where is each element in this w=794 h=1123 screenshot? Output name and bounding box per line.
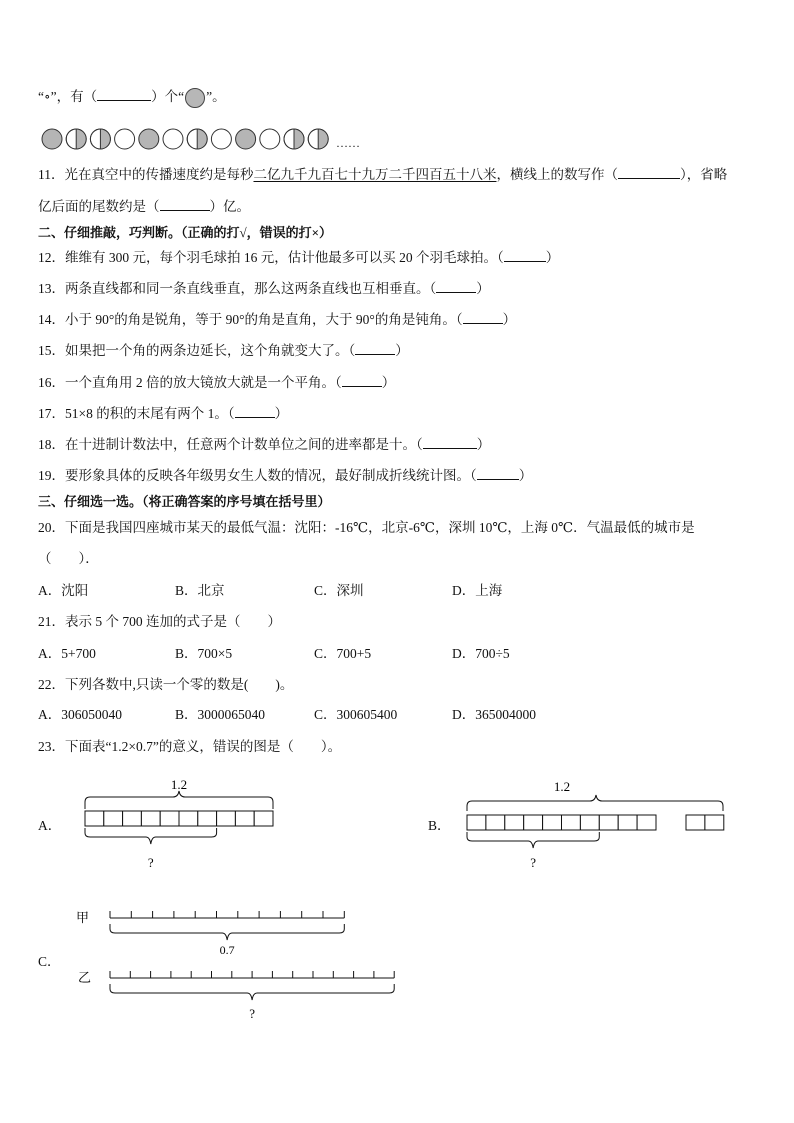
figure-c-diagram (70, 902, 410, 1027)
half-circle-icon (308, 129, 328, 149)
q20-option-a[interactable]: A．沈阳 (38, 583, 89, 598)
q11-line2-suffix: ）亿。 (209, 199, 250, 214)
q12-close: ） (545, 250, 560, 265)
cell (524, 815, 543, 830)
figure-b-top-label: 1.2 (553, 779, 571, 794)
q11-blank-1[interactable] (618, 166, 680, 179)
q20-option-b[interactable]: B．北京 (175, 583, 225, 598)
q22-option-b[interactable]: B．3000065040 (175, 707, 266, 722)
figure-b-top-brace (467, 795, 723, 811)
q11-line-2 (38, 198, 250, 216)
question-18 (38, 436, 490, 454)
cell (505, 815, 524, 830)
q15-close: ） (395, 343, 409, 358)
figure-a-bottom-label: ? (147, 855, 154, 870)
half-circle-icon (284, 129, 304, 149)
cell (217, 811, 236, 826)
cell (467, 815, 486, 830)
q14-blank[interactable] (463, 311, 503, 324)
small-circle-symbol: ∘ (44, 89, 51, 105)
full-circle-icon (139, 129, 159, 149)
question-17 (38, 405, 288, 423)
empty-circle-icon (115, 129, 135, 149)
empty-circle-icon (163, 129, 183, 149)
section-3-heading: 三、仔细选一选。（将正确答案的序号填在括号里） (38, 494, 331, 509)
q22-option-a[interactable]: A．306050040 (38, 707, 122, 722)
figure-c-yi-ruler (110, 971, 394, 978)
cell (85, 811, 104, 826)
q23-option-b-label[interactable]: B． (428, 818, 451, 833)
q20-option-d[interactable]: D．上海 (452, 583, 503, 598)
q16-blank[interactable] (342, 374, 382, 387)
cell (637, 815, 656, 830)
q16-close: ） (381, 375, 396, 390)
q17-text: 17．51×8 的积的末尾有两个 1。（ (38, 406, 235, 421)
q11-middle: ，横线上的数写作（ (496, 167, 618, 182)
full-circle-icon (236, 129, 256, 149)
q23-stem: 23．下面表“1.2×0.7”的意义，错误的图是（ ）。 (38, 739, 342, 754)
q11-after-blank: ），省略 (680, 167, 728, 182)
q10-text-close: ”。 (206, 89, 226, 105)
figure-c-yi-brace (110, 984, 394, 1000)
cell (104, 811, 123, 826)
q14-close: ） (502, 312, 517, 327)
figure-a-bottom-brace (85, 828, 217, 844)
figure-b-bottom-label: ? (530, 855, 537, 870)
q12-text: 12．维维有 300 元，每个羽毛球拍 16 元，估计他最多可以买 20 个羽毛球拍。（ (38, 250, 504, 265)
q18-close: ） (476, 437, 491, 452)
q12-blank[interactable] (504, 249, 546, 262)
q11-line-1 (38, 166, 727, 184)
figure-c-jia-value: 0.7 (219, 943, 235, 957)
figure-a-top-label: 1.2 (170, 777, 188, 792)
figure-a-cells (85, 811, 273, 826)
gray-circle-icon (185, 88, 205, 108)
q21-option-c[interactable]: C．700+5 (314, 646, 372, 661)
cell (179, 811, 198, 826)
figure-c-yi-value: ? (249, 1006, 255, 1021)
question-12 (38, 249, 559, 267)
q20-stem-line-2: （ ）． (38, 551, 99, 566)
q21-stem: 21．表示 5 个 700 连加的式子是（ ） (38, 614, 281, 629)
figure-a-top-brace (85, 791, 273, 809)
question-15 (38, 342, 409, 360)
q22-option-c[interactable]: C．300605400 (314, 707, 398, 722)
cell (543, 815, 562, 830)
q20-option-c[interactable]: C．深圳 (314, 583, 364, 598)
circle-row-ellipsis: …… (336, 136, 360, 150)
q11-line2-prefix: 亿后面的尾数约是（ (38, 199, 160, 214)
q15-blank[interactable] (355, 342, 395, 355)
q11-blank-2[interactable] (160, 198, 210, 211)
q23-option-c-label[interactable]: C． (38, 954, 61, 969)
q22-stem: 22．下列各数中,只读一个零的数是( )。 (38, 677, 294, 692)
half-circle-icon (90, 129, 110, 149)
cell (198, 811, 217, 826)
cell (705, 815, 724, 830)
figure-a-diagram (80, 775, 280, 875)
q17-blank[interactable] (235, 405, 275, 418)
section-2-heading: 二、仔细推敲，巧判断。（正确的打√，错误的打×） (38, 225, 333, 240)
cell (254, 811, 273, 826)
question-13 (38, 280, 490, 298)
q22-option-d[interactable]: D．365004000 (452, 707, 536, 722)
figure-b-diagram (462, 775, 732, 875)
q19-blank[interactable] (477, 467, 519, 480)
circle-pattern-row (40, 126, 380, 152)
question-19 (38, 467, 532, 485)
q10-answer-blank[interactable] (97, 88, 151, 101)
empty-circle-icon (260, 129, 280, 149)
half-circle-icon (66, 129, 86, 149)
open-quote: “ (38, 89, 44, 105)
cell (160, 811, 179, 826)
half-circle-icon (187, 129, 207, 149)
empty-circle-icon (211, 129, 231, 149)
q21-option-b[interactable]: B．700×5 (175, 646, 233, 661)
figure-c-jia-label: 甲 (76, 910, 90, 925)
q11-prefix: 11．光在真空中的传播速度约是每秒 (38, 167, 254, 182)
q16-text: 16．一个直角用 2 倍的放大镜放大就是一个平角。（ (38, 375, 342, 390)
cell (486, 815, 505, 830)
cell (618, 815, 637, 830)
q15-text: 15．如果把一个角的两条边延长，这个角就变大了。（ (38, 343, 356, 358)
cell (562, 815, 581, 830)
q23-option-a-label[interactable]: A． (38, 818, 62, 833)
q14-text: 14．小于 90°的角是锐角，等于 90°的角是直角，大于 90°的角是钝角。（ (38, 312, 463, 327)
q10-text-count: ）个“ (151, 89, 185, 105)
question-14 (38, 311, 516, 329)
q21-option-a[interactable]: A．5+700 (38, 646, 96, 661)
q19-text: 19．要形象具体的反映各年级男女生人数的情况，最好制成折线统计图。（ (38, 468, 477, 483)
q18-blank[interactable] (423, 436, 477, 449)
question-16 (38, 374, 395, 392)
cell (123, 811, 142, 826)
cell (686, 815, 705, 830)
q10-tail-line (38, 88, 226, 108)
figure-b-bottom-brace (467, 832, 599, 848)
q11-underlined-number: 二亿九千九百七十九万二千四百五十八米 (253, 167, 497, 182)
figure-b-cells (467, 815, 724, 830)
q19-close: ） (518, 468, 533, 483)
q13-text: 13．两条直线都和同一条直线垂直，那么这两条直线也互相垂直。（ (38, 281, 437, 296)
figure-c-jia-ruler (110, 911, 344, 918)
cell (141, 811, 160, 826)
figure-c-yi-label: 乙 (78, 970, 92, 985)
full-circle-icon (42, 129, 62, 149)
q17-close: ） (274, 406, 289, 421)
q20-stem-line-1: 20．下面是我国四座城市某天的最低气温：沈阳：-16℃，北京-6℃，深圳 10℃，上海 0℃．气温最低的城市是 (38, 520, 695, 535)
figure-c-jia-brace (110, 924, 344, 940)
q10-text-mid: ”，有（ (50, 89, 98, 105)
q21-option-d[interactable]: D．700÷5 (452, 646, 510, 661)
cell (580, 815, 599, 830)
q13-blank[interactable] (436, 280, 476, 293)
q13-close: ） (476, 281, 490, 296)
q18-text: 18．在十进制计数法中，任意两个计数单位之间的进率都是十。（ (38, 437, 423, 452)
cell (235, 811, 254, 826)
cell (599, 815, 618, 830)
